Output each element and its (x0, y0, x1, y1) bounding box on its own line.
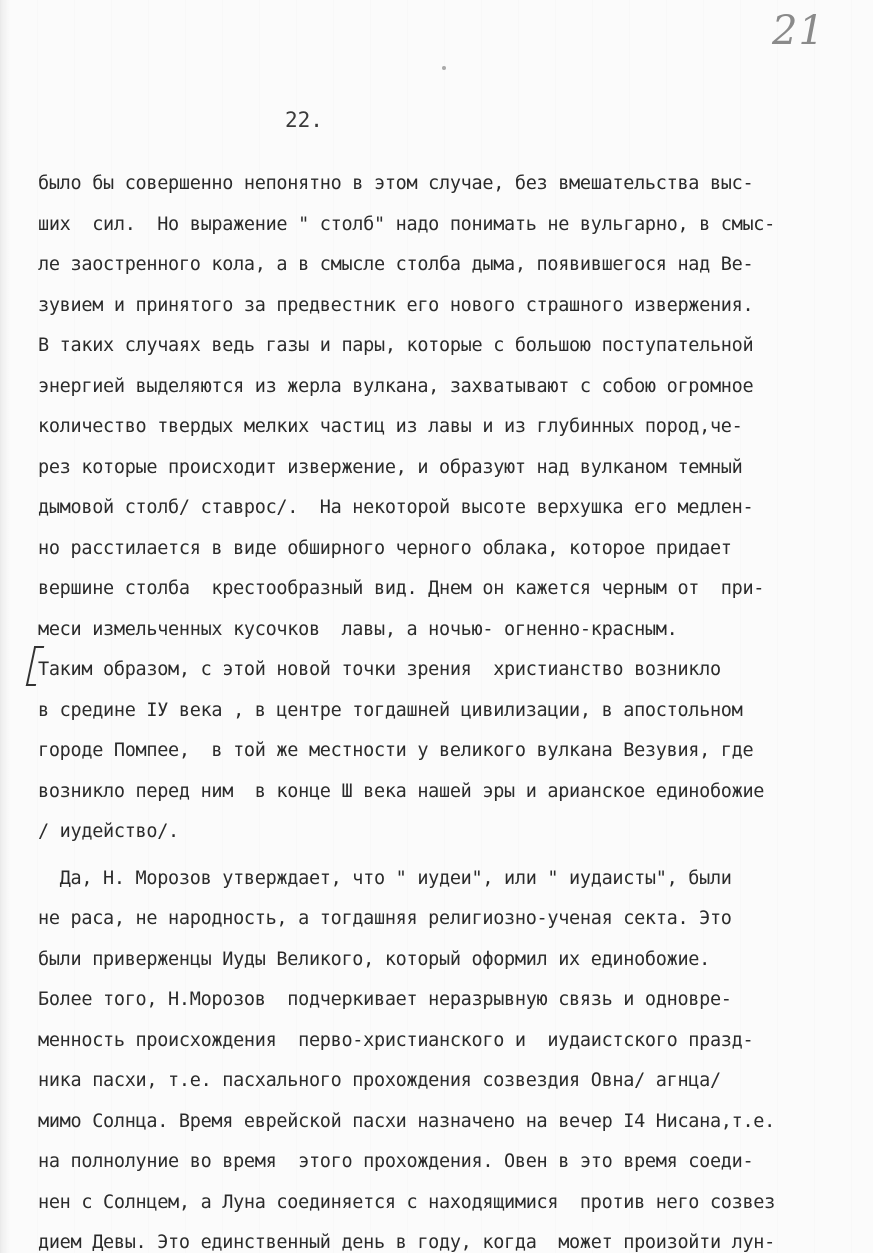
text-line: мимо Солнца. Время еврейской пасхи назначено на вечер I4 Нисана,т.е. (38, 1110, 775, 1132)
archive-number: 21 (772, 8, 825, 54)
text-line: возникло перед ним в конце Ш века нашей эры и арианское единобожие (38, 780, 765, 802)
text-line: было бы совершенно непонятно в этом случае, без вмешательства выс- (38, 173, 754, 194)
text-line: в средине IУ века , в центре тогдашней цивилизации, в апостольном (38, 699, 743, 721)
text-line: ле заостренного кола, а в смысле столба дыма, появившегося над Ве- (38, 254, 754, 275)
text-line: Таким образом, с этой новой точки зрения христианство возникло (38, 659, 721, 680)
text-line: рез которые происходит извержение, и образуют над вулканом темный (38, 456, 743, 478)
text-line: дием Девы. Это единственный день в году, когда может произойти лун- (38, 1232, 775, 1253)
typewritten-body (38, 164, 868, 1253)
text-line: вершине столба крестообразный вид. Днем он кажется черным от при- (38, 578, 765, 599)
text-line: но расстилается в виде обширного черного облака, которое придает (38, 537, 732, 559)
text-line: ших сил. Но выражение " столб" надо понимать не вульгарно, в смыс- (38, 213, 775, 235)
text-line: ника пасхи, т.е. пасхального прохождения созвездия Овна/ агнца/ (38, 1070, 721, 1091)
page-number: 22. (285, 108, 323, 132)
text-line: В таких случаях ведь газы и пары, которые с большою поступательной (38, 335, 754, 356)
text-line: Да, Н. Морозов утверждает, что " иудеи", или " иудаисты", были (38, 867, 732, 889)
ink-speck (442, 66, 446, 70)
text-line: были приверженцы Иуды Великого, который оформил их единобожие. (38, 948, 710, 970)
text-line: на полнолуние во время этого прохождения. Овен в это время соеди- (38, 1151, 754, 1172)
text-line: дымовой столб/ ставрос/. На некоторой высоте верхушка его медлен- (38, 497, 754, 518)
text-line: городе Помпее, в той же местности у великого вулкана Везувия, где (38, 740, 754, 761)
text-line: не раса, не народность, а тогдашняя религиозно-ученая секта. Это (38, 908, 732, 929)
text-line: энергией выделяются из жерла вулкана, захватывают с собою огромное (38, 375, 754, 397)
text-line: зувием и принятого за предвестник его нового страшного извержения. (38, 294, 754, 316)
text-line: / иудейство/. (38, 821, 179, 842)
text-line: Более того, Н.Морозов подчеркивает неразрывную связь и одновре- (38, 989, 732, 1010)
text-line: менность происхождения перво-христианского и иудаистского празд- (38, 1029, 754, 1051)
text-line: количество твердых мелких частиц из лавы и из глубинных пород,че- (38, 416, 743, 437)
text-line: нен с Солнцем, а Луна соединяется с находящимися против него созвез (38, 1191, 775, 1213)
text-line: меси измельченных кусочков лавы, а ночью- огненно-красным. (38, 618, 678, 640)
